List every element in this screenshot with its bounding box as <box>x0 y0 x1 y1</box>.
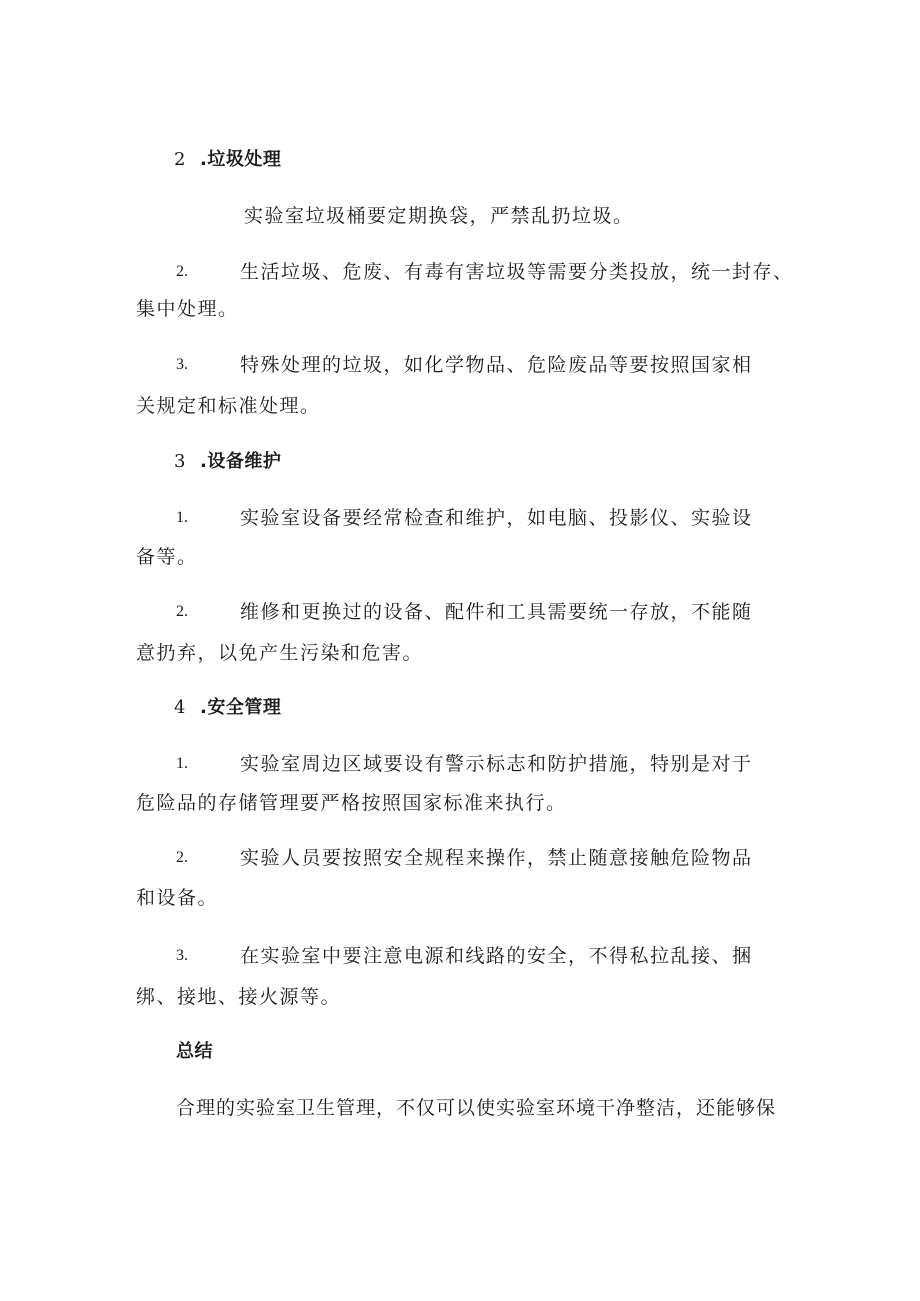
item-text-line: 实验室设备要经常检查和维护，如电脑、投影仪、实验设 <box>240 507 753 529</box>
item-number: 2. <box>176 849 188 866</box>
item-text-line: 备等。 <box>136 546 198 568</box>
item-text-line: 特殊处理的垃圾，如化学物品、危险废品等要按照国家相 <box>240 354 753 376</box>
summary-text: 合理的实验室卫生管理，不仅可以使实验室环境干净整洁，还能够保 <box>176 1097 777 1119</box>
section-number: 3 <box>174 451 186 472</box>
item-number: 1. <box>176 755 188 772</box>
item-text-line: 危险品的存储管理要严格按照国家标准来执行。 <box>136 792 567 814</box>
item-text-line: 在实验室中要注意电源和线路的安全，不得私拉乱接、捆 <box>240 945 753 967</box>
item-text-line: 维修和更换过的设备、配件和工具需要统一存放，不能随 <box>240 601 753 623</box>
section-heading-waste <box>174 147 281 173</box>
item-text-line: 生活垃圾、危废、有毒有害垃圾等需要分类投放，统一封存、 <box>240 261 794 283</box>
item-number: 3. <box>176 947 188 964</box>
section-number: 2 <box>174 149 186 170</box>
section-title: .安全管理 <box>200 697 282 718</box>
summary-heading: 总结 <box>176 1041 213 1062</box>
section-title: .垃圾处理 <box>200 149 282 170</box>
item-text-line: 绑、接地、接火源等。 <box>136 986 342 1008</box>
item-text-line: 意扔弃，以免产生污染和危害。 <box>136 642 424 664</box>
item-text-line: 关规定和标准处理。 <box>136 395 321 417</box>
section-title: .设备维护 <box>200 451 282 472</box>
item-number: 2. <box>176 263 188 280</box>
item-number: 3. <box>176 356 188 373</box>
item-text-line: 和设备。 <box>136 887 219 909</box>
section-number: 4 <box>174 697 186 718</box>
section-heading-equipment <box>174 449 281 475</box>
item-text-line: 实验人员要按照安全规程来操作，禁止随意接触危险物品 <box>240 847 753 869</box>
item-text-line: 实验室周边区域要设有警示标志和防护措施，特别是对于 <box>240 753 753 775</box>
item-number: 1. <box>176 509 188 526</box>
section-heading-safety <box>174 695 281 721</box>
item-number: 2. <box>176 603 188 620</box>
paragraph-intro: 实验室垃圾桶要定期换袋，严禁乱扔垃圾。 <box>244 205 634 227</box>
item-text-line: 集中处理。 <box>136 298 239 320</box>
